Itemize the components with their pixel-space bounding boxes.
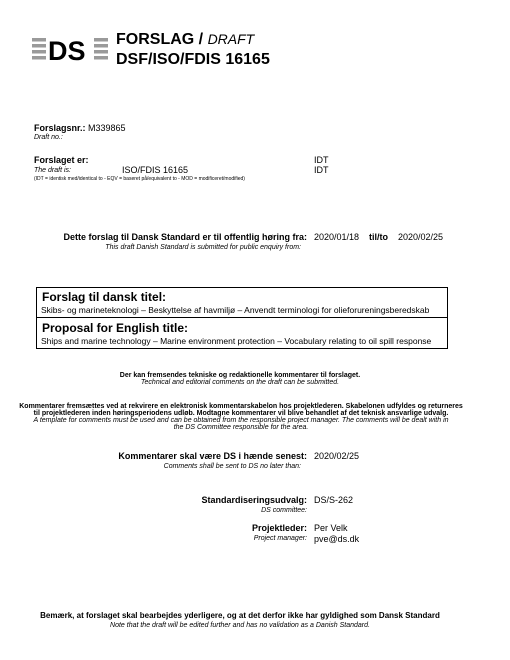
comments-instructions-en-1: A template for comments must be used and can be obtained from the responsible project manager. The comments will be dealt with in — [33, 417, 449, 424]
project-manager-name: Per Velk — [314, 523, 348, 533]
ds-logo — [32, 36, 110, 64]
english-title-heading: Proposal for English title: — [42, 321, 189, 335]
enquiry-to-date: 2020/02/25 — [398, 232, 444, 242]
title-suffix: DRAFT — [207, 31, 255, 47]
proposal-is-label: Forslaget er: — [34, 155, 89, 165]
comments-instructions-en-2: the DS Committee responsible for the area. — [173, 424, 309, 431]
enquiry-to-label: til/to — [369, 232, 388, 242]
project-manager-label: Projektleder: — [251, 523, 307, 533]
committee-label-en: DS committee: — [261, 507, 307, 514]
comments-intro-en: Technical and editorial comments on the draft can be submitted. — [140, 379, 340, 386]
title-box — [36, 287, 448, 349]
title-prefix: FORSLAG / — [116, 31, 204, 48]
deadline-label: Kommentarer skal være DS i hænde senest: — [118, 451, 307, 461]
proposal-no-label-en: Draft no.: — [34, 134, 63, 141]
svg-text:DS: DS — [48, 36, 86, 64]
proposal-no-label: Forslagsnr.: — [34, 123, 86, 133]
proposal-no-value: M339865 — [88, 123, 126, 133]
footer-note-en: Note that the draft will be edited further and has no validation as a Danish Standard. — [110, 622, 370, 629]
ds-logo-graphic — [32, 36, 110, 64]
document-type-heading — [116, 31, 254, 49]
proposal-relation-secondary: IDT — [314, 165, 329, 175]
english-title: Ships and marine technology – Marine environment protection – Vocabulary relating to oil spill response — [41, 336, 432, 346]
proposal-is-label-en: The draft is: — [34, 167, 71, 174]
title-divider — [37, 317, 447, 318]
danish-title-heading: Forslag til dansk titel: — [42, 290, 167, 304]
danish-title: Skibs- og marineteknologi – Beskyttelse af havmiljø – Anvendt terminologi for olieforureningsberedskab — [41, 305, 430, 315]
footer-note-da: Bemærk, at forslaget skal bearbejdes yderligere, og at det derfor ikke har gyldighed som Dansk Standard — [40, 611, 440, 620]
comments-instructions-da-1: Kommentarer fremsættes ved at rekvirere en elektronisk kommentarskabelon hos projektlederen. Skabelonen udfyldes og returneres — [19, 403, 463, 410]
comments-intro-da: Der kan fremsendes tekniske og redaktionelle kommentarer til forslaget. — [119, 372, 361, 379]
deadline-label-en: Comments shall be sent to DS no later than: — [163, 463, 301, 470]
comments-instructions-da-2: til projektlederen inden høringsperiodens udløb. Modtagne kommentarer vil blive behandlet af det teknisk ansvarlige udvalg. — [33, 410, 449, 417]
comments-instructions — [0, 403, 482, 431]
proposal-source-standard: ISO/FDIS 16165 — [122, 165, 189, 175]
project-manager-email[interactable]: pve@ds.dk — [314, 534, 360, 544]
comments-intro — [0, 372, 480, 386]
committee-label: Standardiseringsudvalg: — [201, 495, 307, 505]
project-manager-label-en: Project manager: — [253, 535, 307, 542]
enquiry-label: Dette forslag til Dansk Standard er til offentlig høring fra: — [63, 232, 307, 242]
committee-value: DS/S-262 — [314, 495, 354, 505]
enquiry-from-date: 2020/01/18 — [314, 232, 360, 242]
proposal-relation: IDT — [314, 155, 329, 165]
deadline-value: 2020/02/25 — [314, 451, 360, 461]
enquiry-label-en: This draft Danish Standard is submitted for public enquiry from: — [105, 244, 301, 251]
relation-legend: (IDT = identisk med/identical to - EQV = baseret på/equivalent to - MOD = modificeret/modified) — [34, 176, 245, 182]
standard-number: DSF/ISO/FDIS 16165 — [116, 51, 270, 68]
footer-note — [0, 611, 480, 629]
